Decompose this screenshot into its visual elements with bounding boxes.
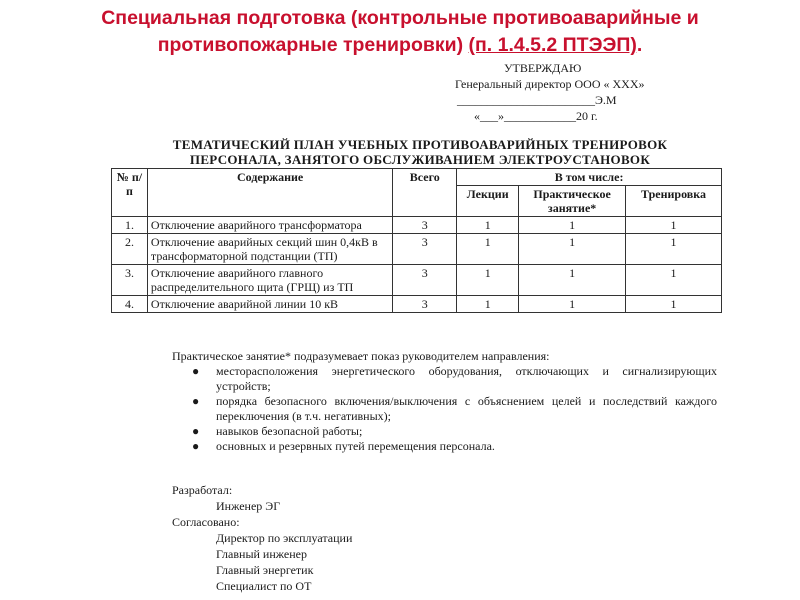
row-total: 3 — [393, 265, 457, 296]
agreed-role: Главный энергетик — [216, 563, 314, 577]
row-content: Отключение аварийных секций шин 0,4кВ в трансформаторной подстанции (ТП) — [147, 234, 392, 265]
row-practical: 1 — [519, 296, 626, 313]
row-practical: 1 — [519, 234, 626, 265]
row-lectures: 1 — [457, 265, 519, 296]
list-item — [192, 424, 717, 439]
table-row — [112, 296, 722, 313]
approval-date-line: «___»____________20 г. — [474, 109, 598, 123]
bullet-icon: ● — [192, 439, 200, 453]
plan-title-line2: ПЕРСОНАЛА, ЗАНЯТОГО ОБСЛУЖИВАНИЕМ ЭЛЕКТРОУСТАНОВОК — [189, 152, 651, 167]
row-lectures: 1 — [457, 296, 519, 313]
row-training: 1 — [626, 296, 722, 313]
approval-word: УТВЕРЖДАЮ — [504, 61, 582, 75]
notes-list — [172, 364, 717, 454]
list-item-text: основных и резервных путей перемещения персонала. — [216, 439, 495, 453]
row-training: 1 — [626, 234, 722, 265]
developed-label: Разработал: — [172, 483, 233, 497]
bullet-icon: ● — [192, 394, 200, 408]
list-item-text: порядка безопасного включения/выключения с объяснением целей и последствий каждого переключения (в т.ч. негативных); — [216, 394, 717, 423]
title-main: Специальная подготовка (контрольные противоаварийные и противопожарные тренировки) — [101, 7, 699, 56]
agreed-label: Согласовано: — [172, 515, 240, 529]
row-num: 2. — [112, 234, 148, 265]
bullet-icon: ● — [192, 364, 200, 378]
row-lectures: 1 — [457, 234, 519, 265]
row-content: Отключение аварийного трансформатора — [147, 217, 392, 234]
agreed-role: Директор по эксплуатации — [216, 531, 353, 545]
row-num: 1. — [112, 217, 148, 234]
row-lectures: 1 — [457, 217, 519, 234]
agreed-role: Специалист по ОТ — [216, 579, 312, 593]
approval-signature-line: _______________________Э.М — [457, 93, 617, 107]
table-row — [112, 265, 722, 296]
header-content: Содержание — [147, 169, 392, 217]
row-content: Отключение аварийного главного распределительного щита (ГРЩ) из ТП — [147, 265, 392, 296]
row-total: 3 — [393, 217, 457, 234]
plan-table — [111, 168, 722, 313]
row-total: 3 — [393, 234, 457, 265]
row-total: 3 — [393, 296, 457, 313]
list-item — [192, 364, 717, 394]
list-item — [192, 439, 717, 454]
practical-notes — [172, 349, 717, 454]
table-row — [112, 234, 722, 265]
agreed-role: Главный инженер — [216, 547, 307, 561]
title-end: . — [636, 34, 643, 56]
slide-title — [30, 5, 770, 59]
list-item — [192, 394, 717, 424]
list-item-text: навыков безопасной работы; — [216, 424, 363, 438]
header-practical: Практическое занятие* — [519, 186, 626, 217]
header-training: Тренировка — [626, 186, 722, 217]
row-practical: 1 — [519, 265, 626, 296]
plan-title — [140, 137, 700, 167]
developer-role: Инженер ЭГ — [216, 499, 281, 513]
bullet-icon: ● — [192, 424, 200, 438]
row-content: Отключение аварийной линии 10 кВ — [147, 296, 392, 313]
header-including: В том числе: — [457, 169, 722, 186]
row-num: 4. — [112, 296, 148, 313]
notes-intro: Практическое занятие* подразумевает показ руководителем направления: — [172, 349, 550, 363]
approval-block — [455, 60, 645, 124]
row-practical: 1 — [519, 217, 626, 234]
title-reference: (п. 1.4.5.2 ПТЭЭП) — [468, 34, 637, 56]
table-row — [112, 217, 722, 234]
row-training: 1 — [626, 217, 722, 234]
row-num: 3. — [112, 265, 148, 296]
header-lectures: Лекции — [457, 186, 519, 217]
row-training: 1 — [626, 265, 722, 296]
approval-position: Генеральный директор ООО « ХХХ» — [455, 77, 645, 91]
list-item-text: месторасположения энергетического оборудования, отключающих и сигнализирующих устройств; — [216, 364, 717, 393]
header-total: Всего — [393, 169, 457, 217]
header-num: № п/п — [112, 169, 148, 217]
signoff-block — [172, 482, 352, 594]
plan-title-line1: ТЕМАТИЧЕСКИЙ ПЛАН УЧЕБНЫХ ПРОТИВОАВАРИЙНЫХ ТРЕНИРОВОК — [172, 137, 668, 152]
